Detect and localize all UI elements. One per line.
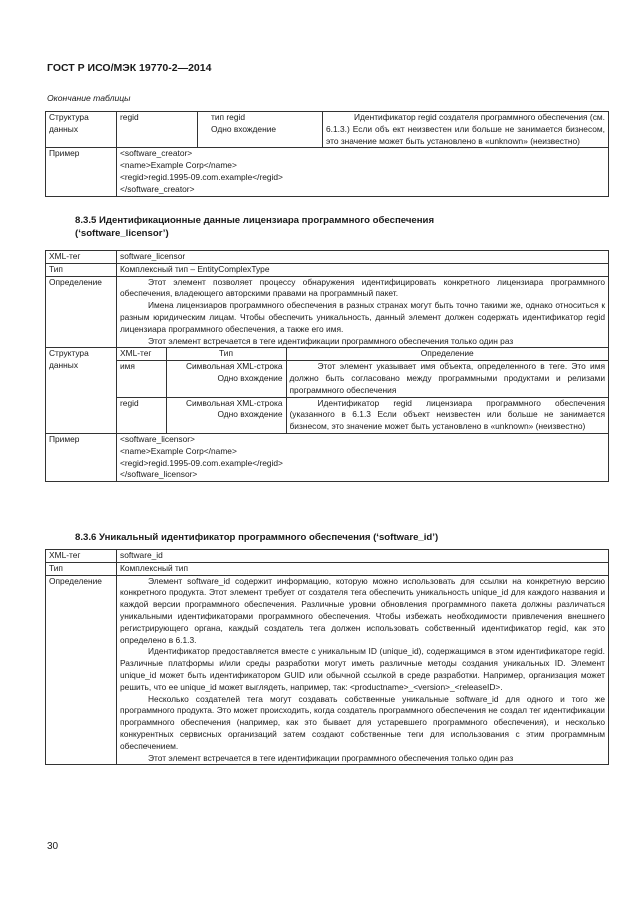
row-label: Тип <box>46 562 117 575</box>
example-line: <regid>regid.1995-09.com.example</regid> <box>120 171 283 182</box>
table-software-id <box>45 549 609 765</box>
type-value: Комплексный тип – EntityComplexType <box>117 263 609 276</box>
row-label: Структура данных <box>46 112 117 148</box>
xml-tag-cell: regid <box>117 112 198 148</box>
type-line: тип regid <box>211 112 245 122</box>
definition-cell: Идентификатор regid создателя программного обеспечения (см. 6.1.3.) Если объ ект неизвестен или больше не занимается бизнесом, это значение может быть установлено в «unknown» (неизвестно) <box>323 112 609 148</box>
example-cell <box>117 148 609 196</box>
example-line: </software_licensor> <box>120 469 198 480</box>
table-row <box>46 562 609 575</box>
row-label: Определение <box>46 276 117 348</box>
row-label: Тип <box>46 263 117 276</box>
definition-paragraph: Этот элемент позволяет процессу обнаружения идентифицировать конкретного лицензиара программного обеспечения, владеющего авторскими правами на программный пакет. <box>120 276 605 299</box>
xml-tag-value: software_id <box>117 550 609 563</box>
occurrence-line: Одно вхождение <box>217 409 283 420</box>
definition-paragraph: Идентификатор предоставляется вместе с уникальным ID (unique_id), содержащимся в этом идентификаторе regid. Различные платформы и/или среды разработки могут иметь различные методы создания уникальных ID. Элемент unique_id может быть идентификатором GUID или обычной ссылкой в среде разработки. Например, организация может решить, что ее unique_id может выглядеть, например, так: <productname>_<version>_<releaseID>. <box>120 646 605 692</box>
table-row <box>46 251 609 264</box>
table-row <box>117 397 608 433</box>
table-row <box>46 433 609 481</box>
table-row <box>46 112 609 148</box>
row-label: XML-тег <box>46 251 117 264</box>
definition-cell <box>117 575 609 765</box>
xml-tag-value: software_licensor <box>117 251 609 264</box>
type-cell <box>198 112 323 148</box>
table-row <box>46 263 609 276</box>
type-cell <box>166 361 286 397</box>
occurrence-line: Одно вхождение <box>211 123 277 134</box>
type-line: Символьная XML-строка <box>185 397 283 408</box>
example-cell <box>117 433 609 481</box>
example-line: <regid>regid.1995-09.com.example</regid> <box>120 457 283 468</box>
table-row <box>46 575 609 765</box>
table-row <box>46 276 609 348</box>
example-line: <name>Example Corp</name> <box>120 160 237 171</box>
structure-cell <box>117 348 609 434</box>
type-cell <box>166 397 286 433</box>
example-line: </software_creator> <box>120 183 195 194</box>
table-software-licensor <box>45 250 609 482</box>
table-row <box>46 148 609 196</box>
definition-paragraph: Имена лицензиаров программного обеспечения в разных странах могут быть точно такими же, однако относиться к разным юридическим лицам. Чтобы обеспечить уникальность, данный элемент должен содержать идентификатор regid лицензиара программного обеспечения, а также его имя. <box>120 300 605 334</box>
example-line: <software_creator> <box>120 148 193 159</box>
document-header: ГОСТ Р ИСО/МЭК 19770-2—2014 <box>47 62 212 74</box>
row-label: Пример <box>46 148 117 196</box>
type-value: Комплексный тип <box>117 562 609 575</box>
section-title-835 <box>75 214 434 240</box>
row-label: XML-тег <box>46 550 117 563</box>
example-line: <software_licensor> <box>120 433 195 444</box>
type-line: Символьная XML-строка <box>185 361 283 372</box>
row-label: Пример <box>46 433 117 481</box>
table-row <box>117 361 608 397</box>
table-continuation-note: Окончание таблицы <box>47 93 131 103</box>
xml-tag-cell: имя <box>117 361 166 397</box>
table-software-creator-end <box>45 111 609 197</box>
occurrence-line: Одно вхождение <box>217 372 283 383</box>
definition-paragraph: Этот элемент встречается в теге идентификации программного обеспечения только один раз <box>148 335 514 346</box>
definition-cell <box>117 276 609 348</box>
section-title-836: 8.3.6 Уникальный идентификатор программного обеспечения (‘software_id’) <box>75 532 439 543</box>
column-header: XML-тег <box>117 348 166 360</box>
section-title-line: 8.3.5 Идентификационные данные лицензиара программного обеспечения <box>75 215 435 226</box>
column-header: Определение <box>286 348 608 360</box>
section-title-line: (‘software_licensor’) <box>75 228 169 239</box>
row-label: Структура данных <box>46 348 117 434</box>
page-number: 30 <box>47 841 59 852</box>
definition-paragraph: Несколько создателей тега могут создавать собственные уникальные software_id для одного и того же программного продукта. Это может происходить, когда создатель программного обеспечения не создал тег идентификации программного обеспечения (например, как это бывает для устаревшего программного обеспечения), и несколько конкурентных сервисных организаций затем создают собственные теги для использования с этим программным обеспечением. <box>120 693 605 751</box>
example-line: <name>Example Corp</name> <box>120 445 237 456</box>
nested-structure-table <box>117 348 608 433</box>
definition-cell: Этот элемент указывает имя объекта, определенного в теге. Это имя должно быть согласовано между программными продуктами и релизами программного обеспечения <box>286 361 608 397</box>
table-row <box>46 550 609 563</box>
definition-paragraph: Элемент software_id содержит информацию, которую можно использовать для ссылки на конкретную версию конкретного продукта. Этот элемент требует от создателя тега обеспечить уникальность unique_id для каждого названия и каждой версии программного обеспечения. Различные уровни обновления программного пакета должны различаться уникальными идентификаторами программного обеспечения. Чтобы избежать необходимости привлечения внешнего регистрирующего органа, каждый создатель тега должен использовать собственный идентификатор regid, как это определено в 6.1.3. <box>120 575 605 645</box>
xml-tag-cell: regid <box>117 397 166 433</box>
column-header: Тип <box>166 348 286 360</box>
definition-paragraph: Этот элемент встречается в теге идентификации программного обеспечения только один раз <box>148 752 514 763</box>
table-row <box>46 348 609 434</box>
nested-header-row <box>117 348 608 360</box>
definition-cell: Идентификатор regid лицензиара программного обеспечения (указанного в 6.1.3 Если объект неизвестен или больше не занимается бизнесом, это значение может быть установлено в «unknown» (неизвестно) <box>286 397 608 433</box>
row-label: Определение <box>46 575 117 765</box>
